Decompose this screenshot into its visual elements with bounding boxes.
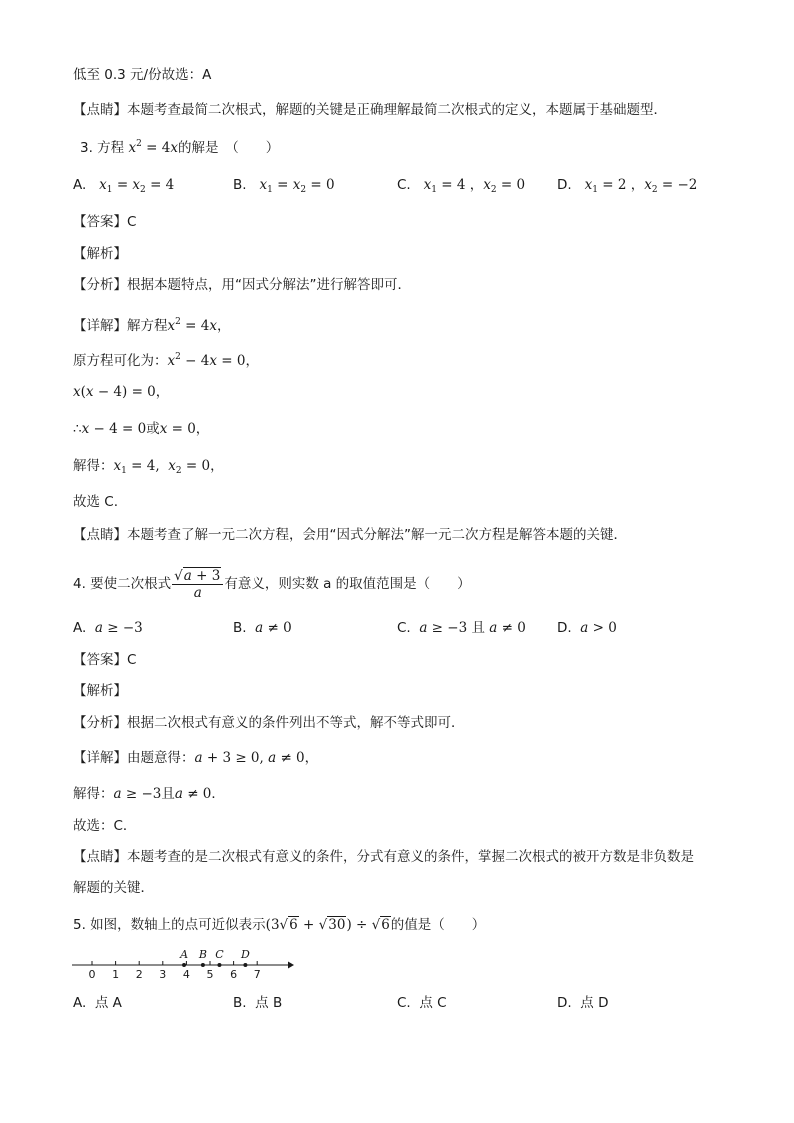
q4-xiangjie: 【详解】由题意得：a + 3 ≥ 0, a ≠ 0， <box>73 750 319 766</box>
q4-dianjing-2: 解题的关键． <box>73 880 154 896</box>
number-line-point-label: C <box>215 948 224 961</box>
number-line-figure <box>70 942 300 982</box>
q3-analysis: 【解析】 <box>73 246 127 262</box>
text-line: 低至 0.3 元/份故选：A <box>73 67 212 83</box>
q5-option-d: D. 点 D <box>557 995 609 1011</box>
q3-dianjing: 【点睛】本题考查了解一元二次方程，会用“因式分解法”解一元二次方程是解答本题的关键． <box>73 527 627 543</box>
q3-fenxi: 【分析】根据本题特点，用“因式分解法”进行解答即可． <box>73 277 411 293</box>
arrow-icon <box>288 962 294 969</box>
q3-answer: 【答案】C <box>73 214 137 230</box>
q3-suffix: 的解是 （ ） <box>177 140 280 156</box>
q3-option-c: C. $x_1 = 4$ ，$x_2 = 0$ <box>397 177 526 195</box>
q5-option-c: C. 点 C <box>397 995 447 1011</box>
number-line-point <box>182 963 186 967</box>
number-line-point <box>217 963 221 967</box>
q3-step-2: x(x − 4) = 0， <box>73 384 170 400</box>
number-line-point-label: D <box>240 948 250 961</box>
question-4: 4. 要使二次根式 $\frac{√a + 3}{a}$ 有意义，则实数 a 的取值范围是（ ） <box>73 567 471 601</box>
q4-jiede: 解得：a ≥ −3且a ≠ 0． <box>73 786 225 802</box>
number-line-tick-label: 7 <box>253 968 261 981</box>
q3-option-a: A. $x_1 = x_2 = 4$ <box>73 177 175 195</box>
number-line-point-label: B <box>198 948 207 961</box>
q3-step-4: 解得：$x_1 = 4$, $x_2 = 0$， <box>73 458 224 476</box>
q4-fenxi: 【分析】根据二次根式有意义的条件列出不等式，解不等式即可． <box>73 715 465 731</box>
number-line-tick-label: 4 <box>182 968 190 981</box>
q4-guxuan: 故选：C． <box>73 818 137 834</box>
q5-option-b: B. 点 B <box>233 995 283 1011</box>
q4-option-a: A. a ≥ −3 <box>73 620 143 636</box>
q4-dianjing-1: 【点睛】本题考查的是二次根式有意义的条件，分式有意义的条件，掌握二次根式的被开方数是非负数是 <box>73 849 694 865</box>
question-5: 5. 如图，数轴上的点可近似表示(3√6 + √30) ÷ √6的值是（ ） <box>73 917 486 933</box>
q3-guxuan: 故选 C. <box>73 494 119 510</box>
number-line-point <box>243 963 247 967</box>
number-line-tick-label: 5 <box>206 968 214 981</box>
q5-option-a: A. 点 A <box>73 995 122 1011</box>
q4-fraction: $\frac{√a + 3}{a}$ <box>172 568 223 601</box>
q4-option-b: B. a ≠ 0 <box>233 620 292 636</box>
number-line-point <box>201 963 205 967</box>
dianjing-line: 【点睛】本题考查最简二次根式，解题的关键是正确理解最简二次根式的定义，本题属于基础题型． <box>73 102 667 118</box>
q4-option-d: D. a > 0 <box>557 620 617 636</box>
q3-step-1: 原方程可化为：$x^2 - 4x = 0$， <box>73 352 259 369</box>
q3-step-3: ∴x − 4 = 0或x = 0， <box>73 421 210 437</box>
number-line-tick-label: 0 <box>88 968 96 981</box>
number-line-point-label: A <box>180 948 189 961</box>
number-line-tick-label: 3 <box>159 968 167 981</box>
q3-option-d: D. $x_1 = 2$ ，$x_2 = -2$ <box>557 177 698 195</box>
q3-option-b: B. $x_1 = x_2 = 0$ <box>233 177 335 195</box>
q3-equation: $x^2 = 4x$ <box>128 139 178 156</box>
number-line-tick-label: 1 <box>112 968 120 981</box>
q3-xiangjie: 【详解】解方程$x^2 = 4x$， <box>73 317 231 334</box>
number-line-tick-label: 2 <box>135 968 143 981</box>
q3-prefix: 3. 方程 <box>80 140 125 156</box>
question-3 <box>80 134 279 158</box>
q4-analysis: 【解析】 <box>73 683 127 699</box>
q4-answer: 【答案】C <box>73 652 137 668</box>
q4-option-c: C. a ≥ −3 且 a ≠ 0 <box>397 620 526 636</box>
number-line-tick-label: 6 <box>230 968 238 981</box>
